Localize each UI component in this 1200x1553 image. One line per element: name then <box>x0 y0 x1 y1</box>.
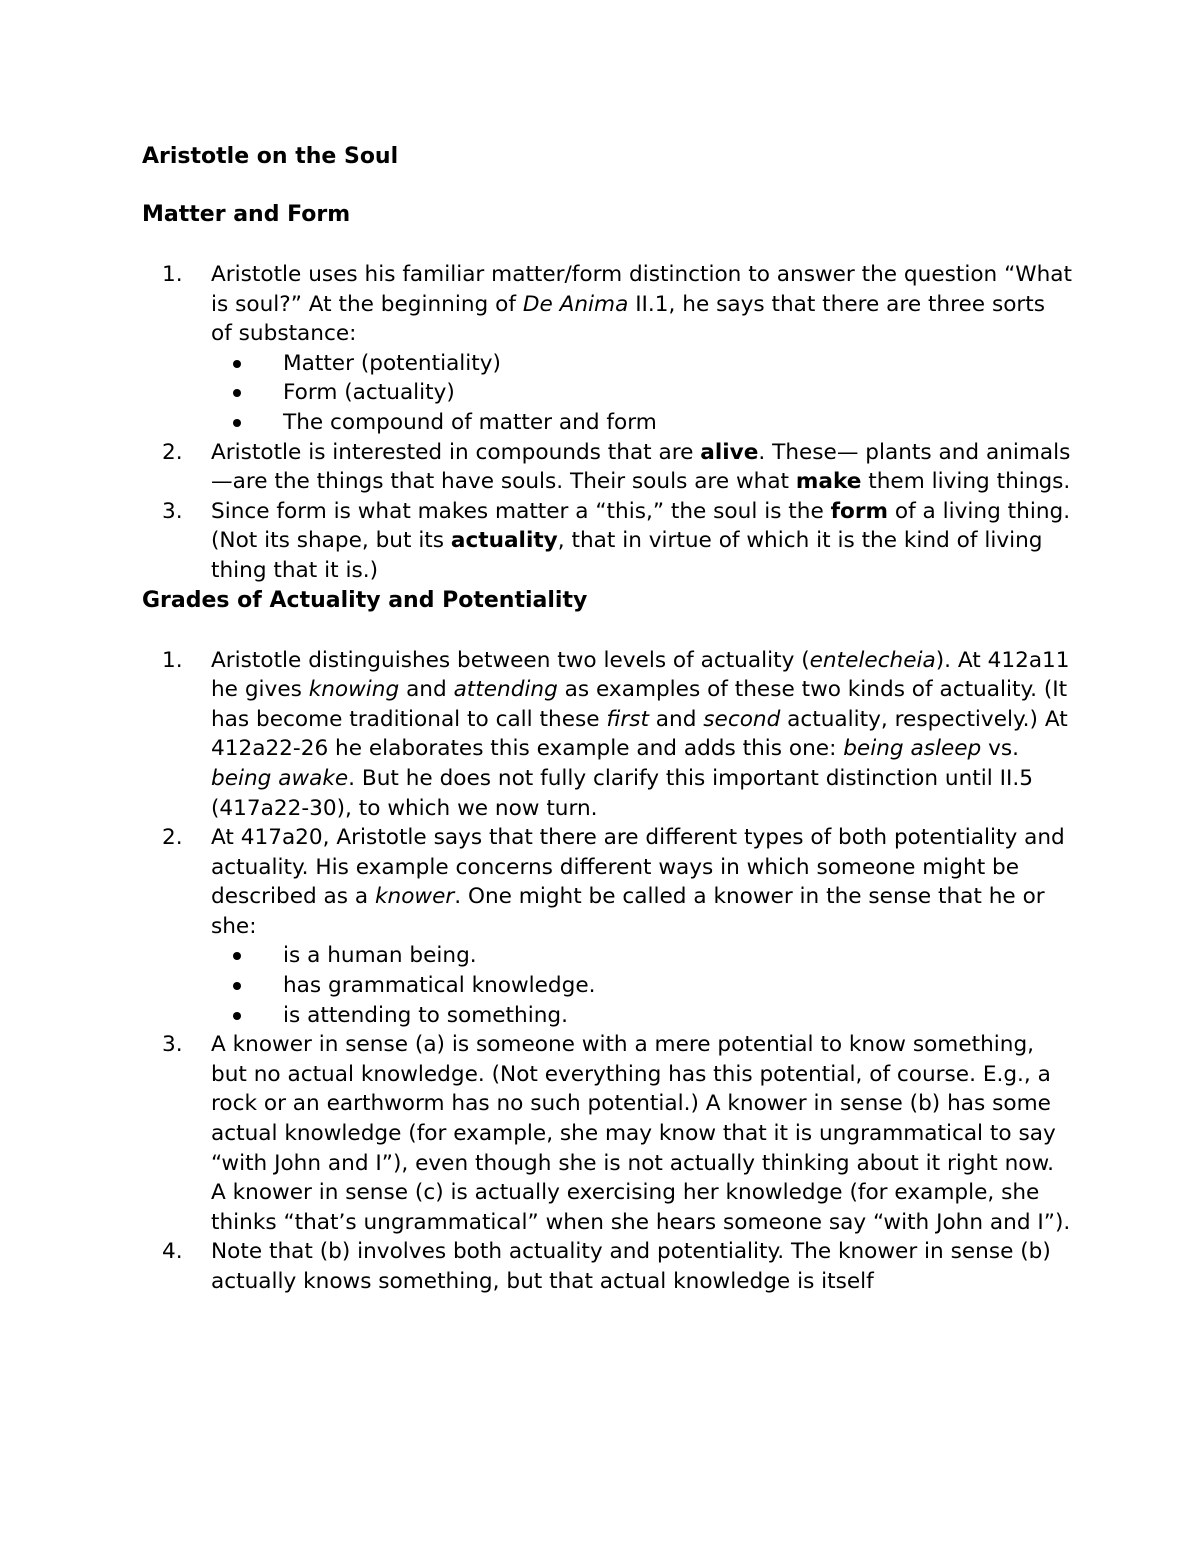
numbered-list-grades <box>142 646 1072 1297</box>
bullet-item <box>142 408 1072 438</box>
list-item-text <box>211 440 1070 495</box>
list-item-number: 3. <box>162 498 183 524</box>
bullet-text: The compound of matter and form <box>283 409 657 435</box>
list-item-text <box>211 1032 1070 1235</box>
text-segment: Aristotle distinguishes between two levels of actuality ( <box>211 647 810 673</box>
text-segment: vs. <box>981 736 1019 762</box>
list-item <box>142 260 1072 438</box>
list-item-text <box>211 648 1070 821</box>
list-item <box>142 497 1072 586</box>
bullet-dot-icon <box>233 952 241 960</box>
italic-text: being awake <box>211 765 349 791</box>
list-item <box>142 1237 1072 1296</box>
bold-text: alive <box>700 439 759 465</box>
italic-text: knowing <box>308 677 400 703</box>
list-item-number: 1. <box>162 647 183 673</box>
bullet-list <box>211 349 1072 438</box>
bold-text: form <box>830 498 888 524</box>
text-segment: Aristotle uses his familiar matter/form distinction to answer the question “What is soul?” At the beginning of <box>211 262 1073 317</box>
bullet-list <box>211 941 1072 1030</box>
list-item-number: 3. <box>162 1032 183 1058</box>
bold-text: make <box>795 469 862 495</box>
bullet-text: is attending to something. <box>283 1002 568 1028</box>
bullet-item <box>142 378 1072 408</box>
section-heading-grades: Grades of Actuality and Potentiality <box>142 587 588 613</box>
bullet-dot-icon <box>233 419 241 427</box>
italic-text: knower <box>375 884 455 910</box>
numbered-list-matter-form <box>142 260 1072 586</box>
bold-text: actuality <box>450 528 558 554</box>
text-segment: as examples of these two kinds of actuality. (It has become traditional to call these <box>211 677 1068 732</box>
list-item-number: 2. <box>162 439 183 465</box>
bullet-text: has grammatical knowledge. <box>283 973 596 999</box>
bullet-dot-icon <box>233 360 241 368</box>
bullet-dot-icon <box>233 982 241 990</box>
text-segment: Aristotle is interested in compounds that are <box>211 439 701 465</box>
document-page <box>142 142 1072 1297</box>
italic-text: second <box>703 706 781 732</box>
italic-text: attending <box>453 677 558 703</box>
list-item <box>142 823 1072 1030</box>
text-segment: Since form is what makes matter a “this,” the soul is the <box>211 498 831 524</box>
bullet-dot-icon <box>233 389 241 397</box>
bullet-item <box>142 941 1072 971</box>
text-segment: , that in virtue of which it is the kind of living thing that it is.) <box>211 528 1043 583</box>
bullet-item <box>142 349 1072 379</box>
list-item-text <box>211 262 1072 346</box>
bullet-dot-icon <box>233 1012 241 1020</box>
list-item-text <box>211 1239 1051 1294</box>
list-item <box>142 438 1072 497</box>
document-title: Aristotle on the Soul <box>142 144 399 169</box>
text-segment: of a living thing. (Not its shape, but its <box>211 498 1071 554</box>
italic-text: entelecheia <box>809 647 936 673</box>
text-segment: and <box>399 677 454 703</box>
list-item-text <box>211 499 1070 583</box>
text-segment: actuality, respectively.) At 412a22-26 he elaborates this example and adds this one: <box>211 706 1068 762</box>
text-segment: them living things. <box>861 469 1071 495</box>
list-item-text <box>211 825 1065 939</box>
section-heading-matter-and-form: Matter and Form <box>142 202 351 227</box>
list-item-number: 2. <box>162 825 183 851</box>
bullet-text: Form (actuality) <box>283 380 455 406</box>
list-item-number: 1. <box>162 262 183 287</box>
bullet-text: Matter (potentiality) <box>283 350 501 376</box>
bullet-text: is a human being. <box>283 943 477 969</box>
italic-text: first <box>606 706 649 732</box>
list-item-number: 4. <box>162 1239 183 1265</box>
list-item <box>142 1030 1072 1237</box>
text-segment: At 417a20, Aristotle says that there are different types of both potentiality and actuality. His example concerns different ways in which someone might be described as a <box>211 825 1065 910</box>
text-segment: A knower in sense (a) is someone with a mere potential to know something, but no actual knowledge. (Not everything has this potential, of course. E.g., a rock or an earthworm has no such potential.) A knower in sense (b) has some actual knowledge (for example, she may know that it is ungrammatical to say “with John and I”), even though she is not actually thinking about it right now. A knower in sense (c) is actually exercising her knowledge (for example, she thinks “that’s ungrammatical” when she hears someone say “with John and I”). <box>211 1032 1071 1235</box>
text-segment: . One might be called a knower in the sense that he or she: <box>211 884 1045 939</box>
text-segment: II.1, he says that there are three sorts of substance: <box>211 291 1046 347</box>
bullet-item <box>142 1001 1072 1031</box>
text-segment: Note that (b) involves both actuality and potentiality. The knower in sense (b) actually knows something, but that actual knowledge is itself <box>211 1239 1051 1294</box>
bullet-item <box>142 971 1072 1001</box>
text-segment: ). At 412a11 he gives <box>211 647 1070 703</box>
italic-text: De Anima <box>522 291 629 317</box>
list-item <box>142 646 1072 824</box>
text-segment: . These— plants and animals—are the things that have souls. Their souls are what <box>211 439 1071 495</box>
text-segment: and <box>648 706 704 732</box>
text-segment: . But he does not fully clarify this important distinction until II.5 (417a22-30), to which we now turn. <box>211 765 1033 821</box>
italic-text: being asleep <box>843 736 982 762</box>
